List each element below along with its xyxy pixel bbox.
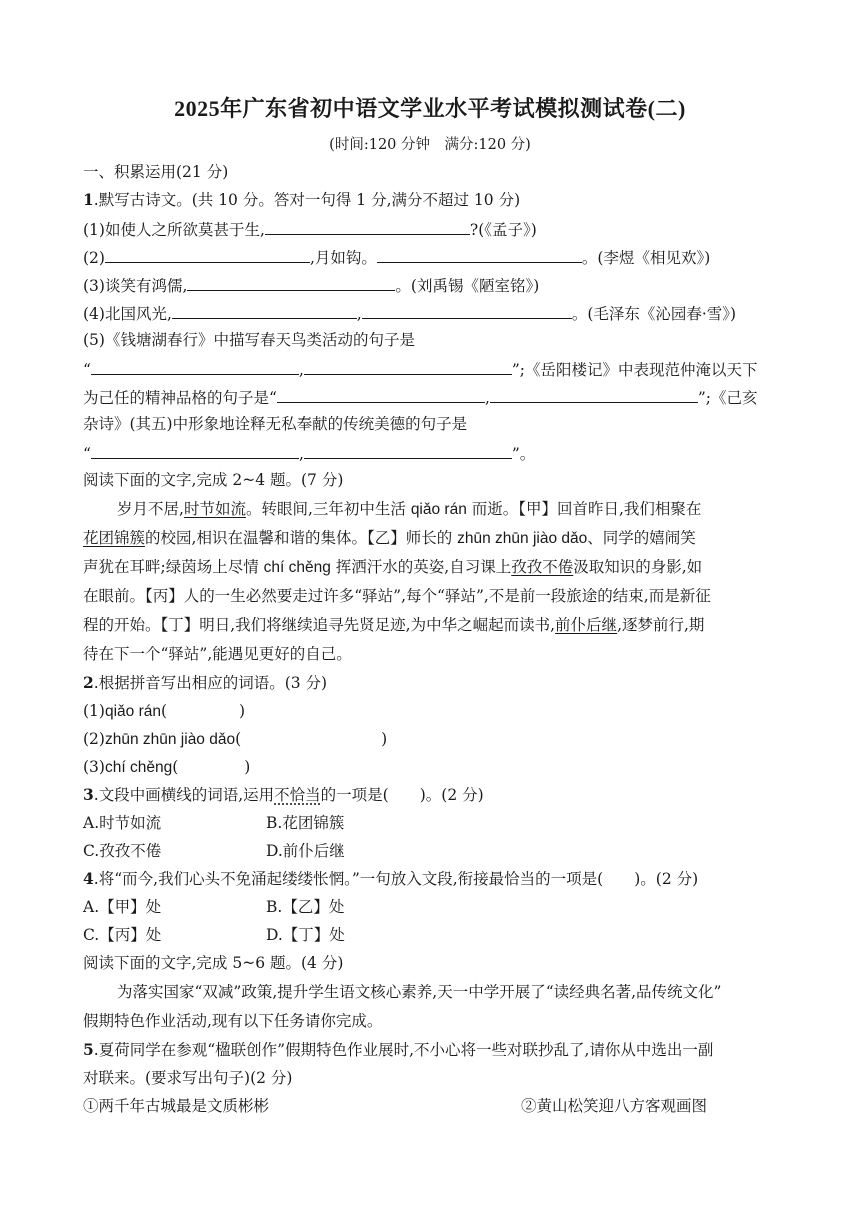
passage-text: 岁月不居,: [117, 500, 184, 518]
section-heading: [83, 162, 783, 182]
q2-stem: [83, 673, 783, 693]
q4-number: 4: [83, 869, 94, 888]
option-b[interactable]: B.【乙】处: [266, 898, 345, 916]
q1-item-1: [83, 218, 783, 240]
couplet-item-2: ②黄山松笑迎八方客观画图: [521, 1097, 708, 1115]
answer-blank[interactable]: [91, 358, 299, 375]
q4-options-row-1: [83, 897, 783, 917]
q1-item-3-text: (3)谈笑有鸿儒,: [83, 277, 188, 295]
comma: ,: [298, 361, 304, 379]
passage-text: 程的开始。【丁】明日,我们将继续追寻先贤足迹,为中华之崛起而读书,: [83, 616, 556, 634]
q1-number: 1: [83, 190, 94, 209]
q3-options-row-1: [83, 813, 783, 833]
passage-text: 汲取知识的身影,如: [573, 558, 703, 576]
item-num: (3): [83, 758, 105, 776]
q4-stem-text: .将“而今,我们心头不免涌起缕缕怅惘。”一句放入文段,衔接最恰当的一项是( )。(2 分): [93, 870, 699, 888]
answer-blank[interactable]: [490, 386, 698, 403]
couplet-item-1: ①两千年古城最是文质彬彬: [83, 1097, 270, 1115]
passage-line: [83, 557, 783, 578]
q1-item-5-line-3: [83, 386, 783, 408]
q1-stem-text: .默写古诗文。(共 10 分。答对一句得 1 分,满分不超过 10 分): [93, 191, 521, 209]
answer-blank[interactable]: [105, 246, 310, 263]
q5-stem-text: 对联来。(要求写出句子)(2 分): [83, 1069, 293, 1087]
paren-close: ): [239, 702, 246, 720]
q1-item-5-tail: ”;《己亥: [697, 389, 758, 407]
q3-number: 3: [83, 785, 94, 804]
q1-item-2-source: 。(李煜《相见欢》): [581, 249, 711, 267]
paren-open: (: [172, 758, 179, 776]
q2-item-1: [83, 701, 783, 722]
q1-item-5-text: 杂诗》(其五)中形象地诠释无私奉献的传统美德的句子是: [83, 415, 468, 433]
passage-line: [117, 499, 817, 520]
q2-item-2: [83, 729, 783, 750]
pinyin-text: qiǎo rán: [410, 501, 467, 518]
paren-close: ): [381, 730, 388, 748]
passage-text: 声犹在耳畔;绿茵场上尽情: [83, 558, 264, 576]
pinyin-text: chí chěng: [263, 559, 331, 576]
q2-number: 2: [83, 673, 94, 692]
reading-intro: [83, 470, 783, 490]
exam-subtitle: (时间:120 分钟 满分:120 分): [329, 137, 531, 153]
passage-line: [83, 1011, 783, 1031]
underlined-phrase: 时节如流: [183, 500, 246, 518]
answer-blank[interactable]: [304, 358, 512, 375]
q1-item-3-source: 。(刘禹锡《陋室铭》): [395, 277, 540, 295]
passage-line: [117, 982, 817, 1002]
q1-item-2: [83, 246, 783, 268]
q1-item-5-head: 为己任的精神品格的句子是“: [83, 389, 277, 407]
option-b[interactable]: B.花团锦簇: [266, 814, 345, 832]
q5-stem: [83, 1040, 783, 1060]
q3-options-row-2: [83, 841, 783, 861]
pinyin-text: chí chěng: [104, 759, 173, 776]
q5-items: [83, 1096, 783, 1116]
q1-item-4-text: (4)北国风光,: [83, 305, 172, 323]
exam-title: 2025年广东省初中语文学业水平考试模拟测试卷(二): [174, 96, 686, 121]
q5-stem-text: .夏荷同学在参观“楹联创作”假期特色作业展时,不小心将一些对联抄乱了,请你从中选出一副: [93, 1041, 714, 1059]
reading-intro-text: 阅读下面的文字,完成 5~6 题。(4 分): [83, 954, 344, 972]
passage-text: 的校园,相识在温馨和谐的集体。【乙】师长的: [145, 529, 458, 547]
reading-intro: [83, 953, 783, 973]
passage-text: 、同学的嬉闹笑: [587, 529, 696, 547]
q1-item-5-line-2: [83, 358, 783, 380]
passage-text: 在眼前。【丙】人的一生必然要走过许多“驿站”,每个“驿站”,不是前一段旅途的结束,而是新征: [83, 587, 711, 605]
q1-item-5-line-5: [83, 442, 783, 464]
q1-item-4-comma: ,: [356, 305, 362, 323]
passage-text: 挥洒汗水的英姿,自习课上: [330, 558, 512, 576]
passage-line: [83, 528, 783, 549]
emphasis-dots: 不恰当: [274, 786, 321, 804]
answer-blank[interactable]: [377, 246, 582, 263]
quote-open: “: [83, 445, 91, 463]
q1-item-5-tail: ”;《岳阳楼记》中表现范仲淹以天下: [511, 361, 758, 379]
answer-blank[interactable]: [362, 302, 572, 319]
option-d[interactable]: D.前仆后继: [266, 842, 345, 860]
q2-stem-text: .根据拼音写出相应的词语。(3 分): [93, 674, 328, 692]
q1-item-4-source: 。(毛泽东《沁园春·雪》): [571, 305, 737, 323]
passage-line: [83, 615, 783, 635]
pinyin-text: zhūn zhūn jiào dǎo: [104, 731, 236, 748]
q2-item-3: [83, 757, 783, 778]
underlined-phrase: 孜孜不倦: [511, 558, 574, 576]
q1-item-1-text: (1)如使人之所欲莫甚于生,: [83, 221, 265, 239]
passage-text: 。转眼间,三年初中生活: [245, 500, 411, 518]
q3-stem-text: .文段中画横线的词语,运用: [93, 786, 275, 804]
answer-blank[interactable]: [304, 442, 512, 459]
q1-item-4: [83, 302, 783, 324]
section-heading-text: 一、积累运用(21 分): [83, 163, 229, 181]
underlined-phrase: 花团锦簇: [83, 529, 146, 547]
q1-item-3: [83, 274, 783, 296]
answer-blank[interactable]: [91, 442, 299, 459]
q1-item-5-line-4: [83, 414, 783, 434]
option-c[interactable]: C.孜孜不倦: [83, 842, 162, 860]
q4-stem: [83, 869, 783, 889]
passage-line: [83, 644, 783, 664]
q1-item-2-text: ,月如钩。: [309, 249, 377, 267]
answer-blank[interactable]: [187, 274, 395, 291]
comma: ,: [298, 445, 304, 463]
reading-intro-text: 阅读下面的文字,完成 2~4 题。(7 分): [83, 471, 344, 489]
q1-item-1-source: ?(《孟子》): [469, 221, 537, 239]
q5-number: 5: [83, 1040, 94, 1059]
pinyin-text: qiǎo rán: [104, 703, 161, 720]
option-a[interactable]: A.时节如流: [83, 814, 162, 832]
answer-blank[interactable]: [172, 302, 357, 319]
quote-open: “: [83, 361, 91, 379]
q1-stem: [83, 190, 783, 210]
answer-blank[interactable]: [265, 218, 470, 235]
item-num: (1): [83, 702, 105, 720]
pinyin-text: zhūn zhūn jiào dǎo: [457, 530, 588, 547]
q1-item-5: [83, 330, 783, 350]
passage-text: 而逝。【甲】回首昨日,我们相聚在: [466, 500, 702, 518]
paren-open: (: [235, 730, 242, 748]
option-a[interactable]: A.【甲】处: [83, 898, 162, 916]
q3-stem: [83, 785, 783, 805]
item-num: (2): [83, 730, 105, 748]
underlined-phrase: 前仆后继: [555, 616, 618, 634]
passage-text: ,逐梦前行,期: [617, 616, 705, 634]
q3-stem-text: 的一项是( )。(2 分): [320, 786, 484, 804]
passage-text: 待在下一个“驿站”,能遇见更好的自己。: [83, 645, 352, 663]
answer-blank[interactable]: [277, 386, 485, 403]
option-c[interactable]: C.【丙】处: [83, 926, 162, 944]
passage-line: [83, 586, 783, 606]
option-d[interactable]: D.【丁】处: [266, 926, 345, 944]
comma: ,: [484, 389, 490, 407]
q1-item-5-tail: ”。: [511, 445, 536, 463]
paren-open: (: [160, 702, 168, 720]
paren-close: ): [244, 758, 251, 776]
passage-text: 为落实国家“双减”政策,提升学生语文核心素养,天一中学开展了“读经典名著,品传统文化”: [117, 983, 722, 1001]
passage-text: 假期特色作业活动,现有以下任务请你完成。: [83, 1012, 383, 1030]
q1-item-2-num: (2): [83, 249, 105, 267]
q4-options-row-2: [83, 925, 783, 945]
q1-item-5-text: (5)《钱塘湖春行》中描写春天鸟类活动的句子是: [83, 331, 415, 349]
q5-stem-line-2: [83, 1068, 783, 1088]
